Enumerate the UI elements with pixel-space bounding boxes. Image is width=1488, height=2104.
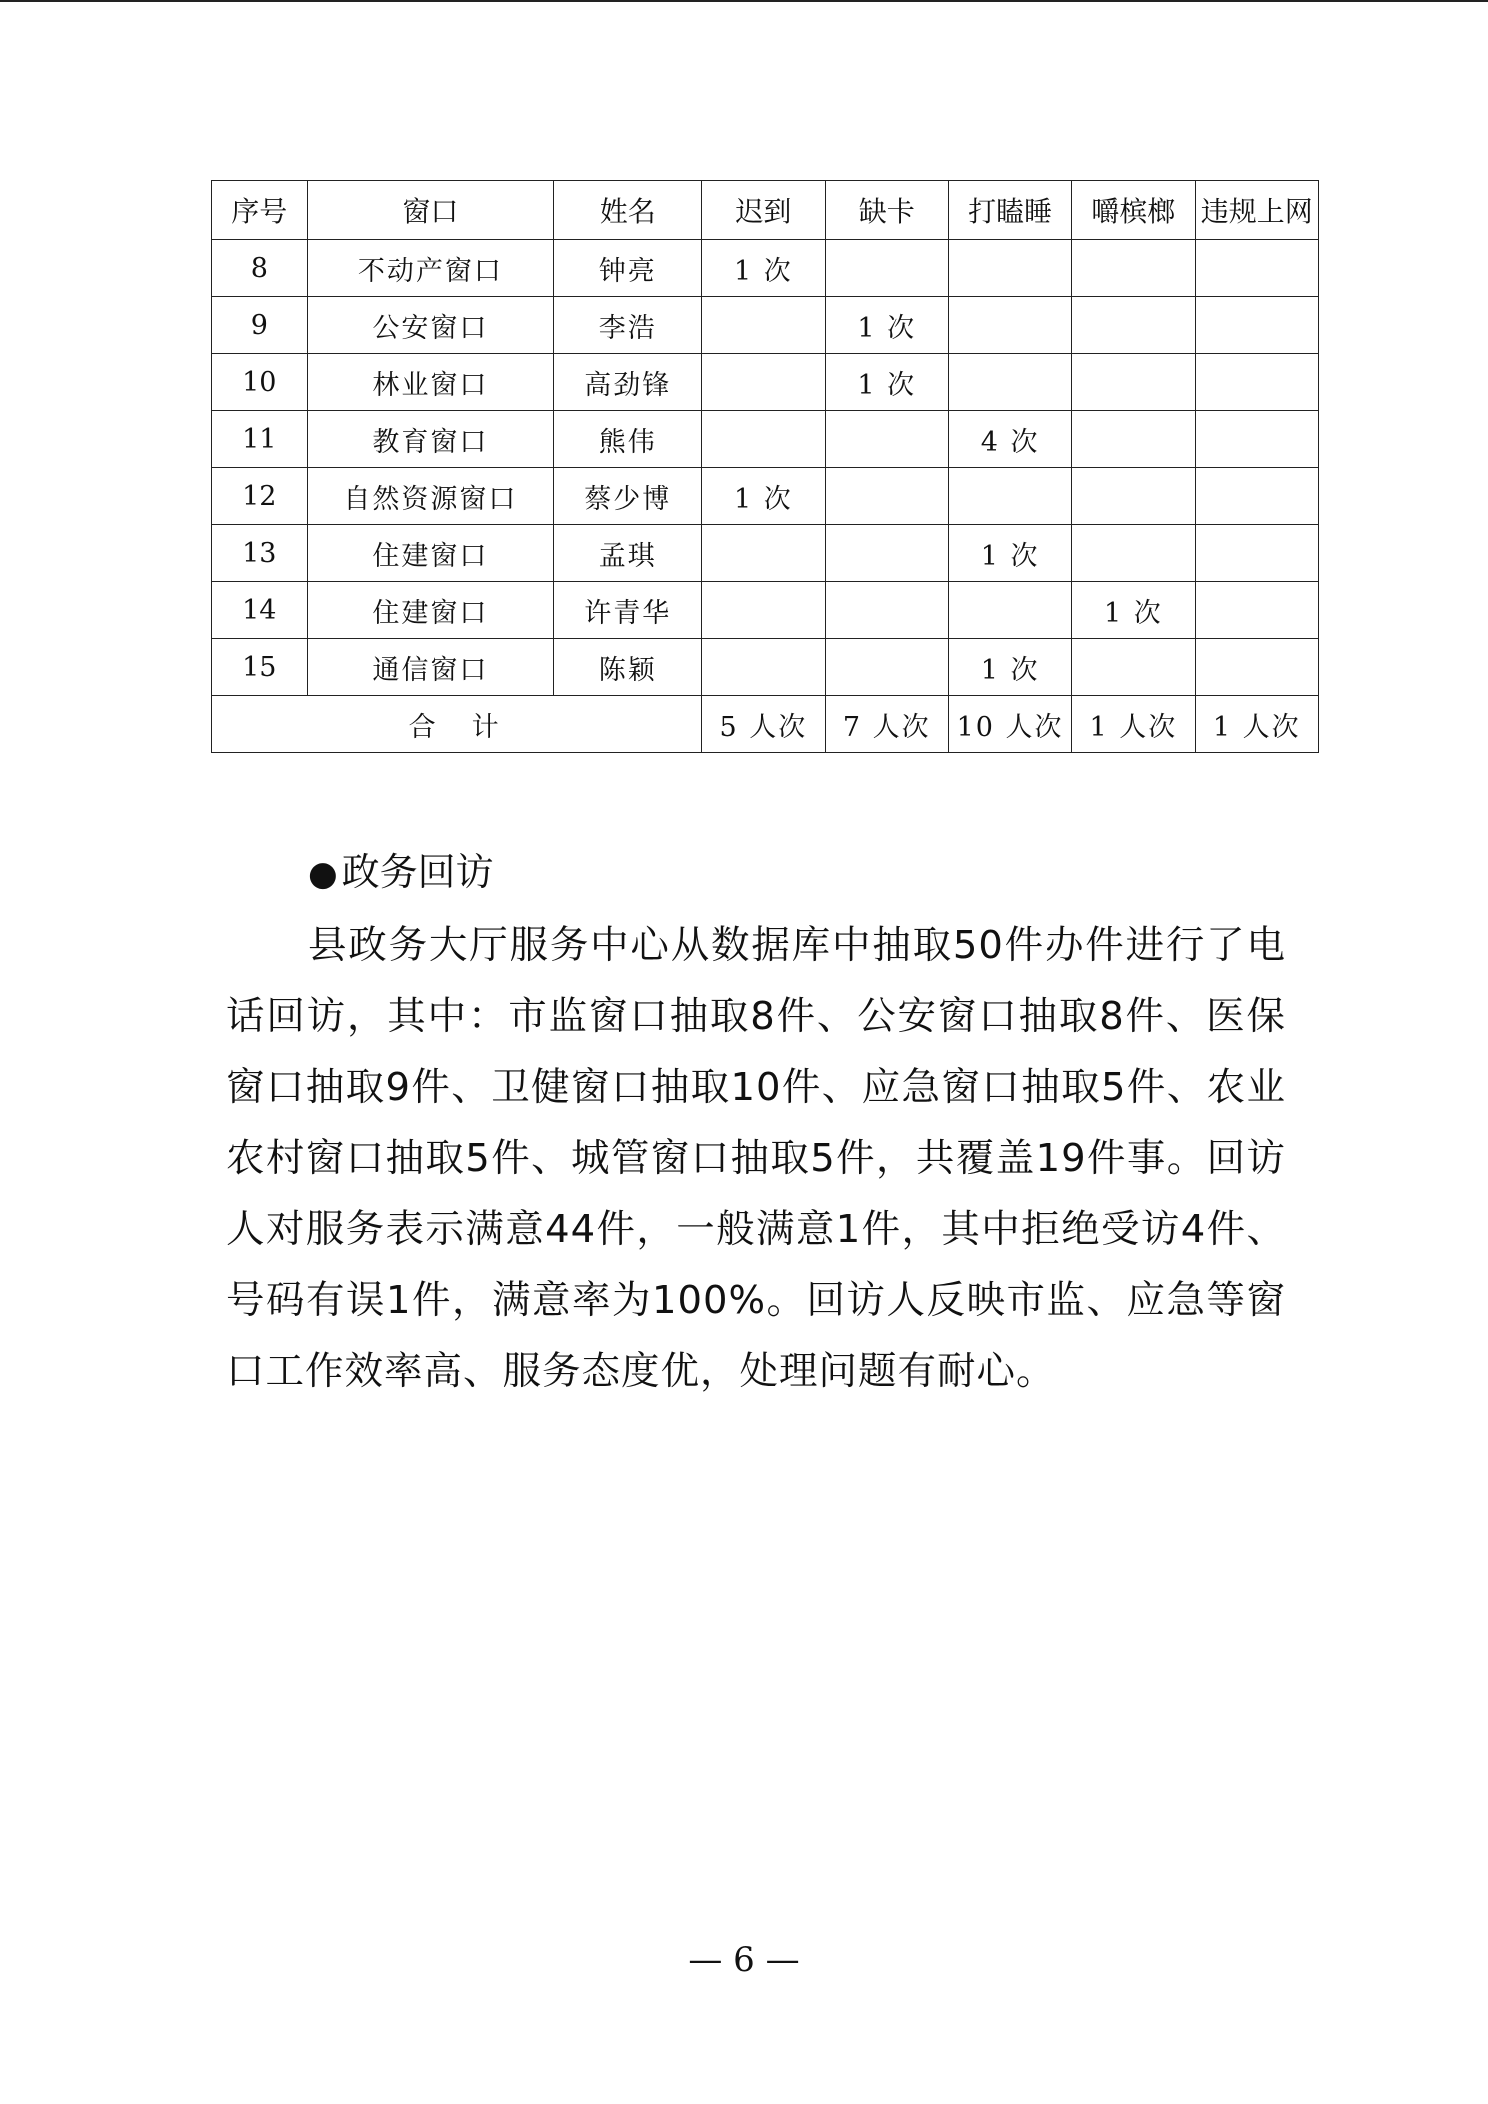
cell-window: 公安窗口 [307, 297, 554, 354]
cell-chewing-betel-nut [1072, 525, 1195, 582]
cell-late: 1 次 [702, 468, 825, 525]
cell-chewing-betel-nut [1072, 468, 1195, 525]
header-chewing-betel-nut: 嚼槟榔 [1072, 181, 1195, 240]
government-follow-up-section [226, 842, 1286, 1407]
table-row [212, 297, 1319, 354]
table-row [212, 639, 1319, 696]
header-dozing: 打瞌睡 [948, 181, 1071, 240]
section-heading [308, 842, 1286, 904]
cell-window: 不动产窗口 [307, 240, 554, 297]
table-row [212, 240, 1319, 297]
cell-illegal-internet [1195, 468, 1318, 525]
cell-chewing-betel-nut: 1 次 [1072, 582, 1195, 639]
header-window: 窗口 [307, 181, 554, 240]
table-row [212, 525, 1319, 582]
header-name: 姓名 [554, 181, 702, 240]
table-row [212, 468, 1319, 525]
cell-missed-clock-in [825, 525, 948, 582]
cell-missed-clock-in [825, 639, 948, 696]
cell-serial: 14 [212, 582, 308, 639]
cell-chewing-betel-nut [1072, 354, 1195, 411]
cell-missed-clock-in [825, 468, 948, 525]
cell-missed-clock-in [825, 411, 948, 468]
cell-name: 李浩 [554, 297, 702, 354]
cell-name: 陈颖 [554, 639, 702, 696]
cell-window: 住建窗口 [307, 525, 554, 582]
total-illegal-internet: 1 人次 [1195, 696, 1318, 753]
cell-missed-clock-in [825, 582, 948, 639]
cell-late [702, 582, 825, 639]
cell-window: 教育窗口 [307, 411, 554, 468]
cell-late [702, 639, 825, 696]
cell-missed-clock-in [825, 240, 948, 297]
cell-late: 1 次 [702, 240, 825, 297]
cell-late [702, 411, 825, 468]
cell-illegal-internet [1195, 411, 1318, 468]
cell-illegal-internet [1195, 297, 1318, 354]
cell-name: 钟亮 [554, 240, 702, 297]
cell-illegal-internet [1195, 240, 1318, 297]
total-label: 合计 [212, 696, 702, 753]
cell-serial: 12 [212, 468, 308, 525]
table-row [212, 354, 1319, 411]
cell-serial: 13 [212, 525, 308, 582]
attendance-violation-table [211, 180, 1319, 753]
cell-illegal-internet [1195, 582, 1318, 639]
header-missed-clock-in: 缺卡 [825, 181, 948, 240]
cell-late [702, 354, 825, 411]
cell-dozing: 4 次 [948, 411, 1071, 468]
cell-chewing-betel-nut [1072, 639, 1195, 696]
cell-serial: 8 [212, 240, 308, 297]
cell-serial: 9 [212, 297, 308, 354]
table-total-row [212, 696, 1319, 753]
cell-late [702, 297, 825, 354]
cell-late [702, 525, 825, 582]
cell-chewing-betel-nut [1072, 240, 1195, 297]
table-header-row [212, 181, 1319, 240]
header-late: 迟到 [702, 181, 825, 240]
cell-name: 高劲锋 [554, 354, 702, 411]
cell-serial: 11 [212, 411, 308, 468]
cell-window: 通信窗口 [307, 639, 554, 696]
total-missed-clock-in: 7 人次 [825, 696, 948, 753]
cell-name: 蔡少博 [554, 468, 702, 525]
cell-name: 孟琪 [554, 525, 702, 582]
bullet-icon: ● [308, 854, 338, 894]
total-chewing-betel-nut: 1 人次 [1072, 696, 1195, 753]
cell-illegal-internet [1195, 525, 1318, 582]
page-number: — 6 — [688, 1940, 800, 1980]
section-title: 政务回访 [341, 850, 494, 894]
cell-dozing [948, 582, 1071, 639]
total-late: 5 人次 [702, 696, 825, 753]
header-serial-number: 序号 [212, 181, 308, 240]
header-illegal-internet: 违规上网 [1195, 181, 1318, 240]
total-dozing: 10 人次 [948, 696, 1071, 753]
cell-serial: 15 [212, 639, 308, 696]
cell-window: 自然资源窗口 [307, 468, 554, 525]
section-paragraph: 县政务大厅服务中心从数据库中抽取50件办件进行了电话回访，其中：市监窗口抽取8件、公安窗口抽取8件、医保窗口抽取9件、卫健窗口抽取10件、应急窗口抽取5件、农业农村窗口抽取5件、城管窗口抽取5件，共覆盖19件事。回访人对服务表示满意44件，一般满意1件，其中拒绝受访4件、号码有误1件，满意率为100%。回访人反映市监、应急等窗口工作效率高、服务态度优，处理问题有耐心。 [226, 923, 1286, 1394]
cell-missed-clock-in: 1 次 [825, 354, 948, 411]
cell-window: 住建窗口 [307, 582, 554, 639]
cell-dozing [948, 468, 1071, 525]
cell-illegal-internet [1195, 639, 1318, 696]
cell-chewing-betel-nut [1072, 411, 1195, 468]
cell-dozing: 1 次 [948, 639, 1071, 696]
cell-dozing: 1 次 [948, 525, 1071, 582]
cell-name: 许青华 [554, 582, 702, 639]
table-row [212, 411, 1319, 468]
cell-illegal-internet [1195, 354, 1318, 411]
cell-dozing [948, 297, 1071, 354]
cell-name: 熊伟 [554, 411, 702, 468]
cell-dozing [948, 240, 1071, 297]
table-row [212, 582, 1319, 639]
cell-chewing-betel-nut [1072, 297, 1195, 354]
cell-dozing [948, 354, 1071, 411]
cell-missed-clock-in: 1 次 [825, 297, 948, 354]
cell-window: 林业窗口 [307, 354, 554, 411]
cell-serial: 10 [212, 354, 308, 411]
